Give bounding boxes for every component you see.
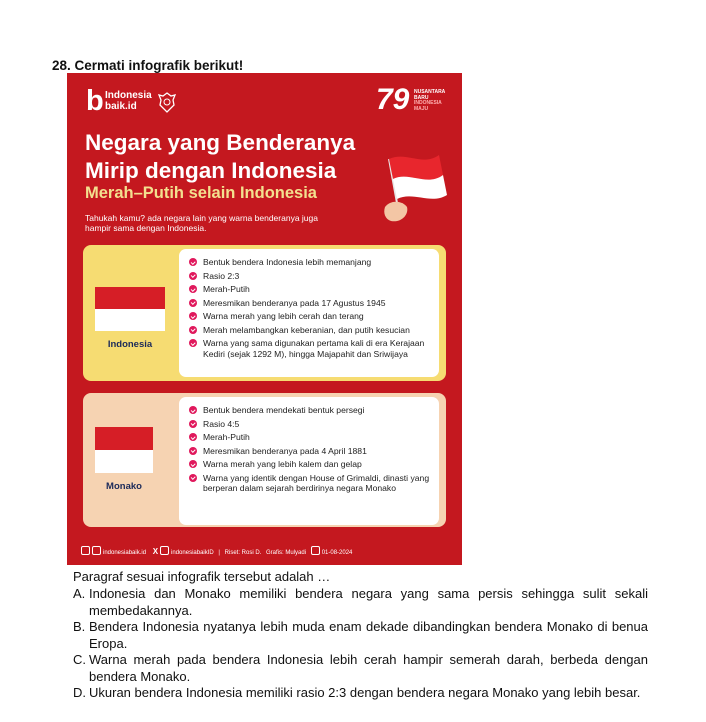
infographic [67, 73, 462, 565]
option-b[interactable] [73, 619, 648, 652]
option-letter: C. [73, 652, 86, 667]
option-text: Bendera Indonesia nyatanya lebih muda enam dekade dibandingkan bendera Monako di benua Eropa. [89, 619, 648, 651]
monako-facts [189, 405, 437, 497]
option-letter: D. [73, 685, 86, 700]
brand-b-icon: b [86, 85, 104, 117]
check-icon [189, 433, 197, 441]
footer-grafis: Grafis: Mulyadi [266, 550, 307, 556]
brand-domain: baik.id [105, 101, 137, 112]
fact-item: Meresmikan benderanya pada 4 April 1881 [189, 446, 437, 457]
footer-riset: Riset: Rosi D. [224, 550, 262, 556]
check-icon [189, 272, 197, 280]
indonesia-flag [95, 287, 165, 331]
check-icon [189, 406, 197, 414]
facebook-icon [92, 546, 101, 555]
fact-item: Warna yang identik dengan House of Grimaldi, dinasti yang berperan dalam sejarah berdirinya negara Monako [189, 473, 437, 494]
anniversary-logo [376, 83, 451, 117]
check-icon [189, 460, 197, 468]
card-monako [83, 393, 446, 527]
infographic-intro: Tahukah kamu? ada negara lain yang warna benderanya juga hampir sama dengan Indonesia. [85, 213, 318, 233]
monako-facts-box [179, 397, 439, 525]
check-icon [189, 299, 197, 307]
footer-handle-1: indonesiabaik.id [103, 550, 147, 556]
x-twitter-icon: X [152, 547, 159, 556]
fact-item: Warna merah yang lebih cerah dan terang [189, 311, 437, 322]
check-icon [189, 420, 197, 428]
option-text: Warna merah pada bendera Indonesia lebih cerah hampir semerah darah, berbeda dengan bendera Monako. [89, 652, 648, 684]
fact-item: Merah melambangkan keberanian, dan putih kesucian [189, 325, 437, 336]
check-icon [189, 258, 197, 266]
fact-item: Bentuk bendera Indonesia lebih memanjang [189, 257, 437, 268]
fact-item: Rasio 4:5 [189, 419, 437, 430]
brand-logo [86, 85, 196, 117]
fact-item: Warna merah yang lebih kalem dan gelap [189, 459, 437, 470]
option-a[interactable] [73, 586, 648, 619]
option-text: Indonesia dan Monako memiliki bendera negara yang sama persis sehingga sulit sekali membedakannya. [89, 586, 648, 618]
option-text: Ukuran bendera Indonesia memiliki rasio 2:3 dengan bendera negara Monako yang lebih besar. [89, 685, 641, 700]
fact-item: Warna yang sama digunakan pertama kali di era Kerajaan Kediri (sejak 1292 M), hingga Majapahit dan Sriwijaya [189, 338, 437, 359]
indonesia-facts-box [179, 249, 439, 377]
infographic-footer: indonesiabaik.id X indonesiabaikID | Riset: Rosi D. Grafis: Mulyadi 01-08-2024 [81, 546, 355, 558]
check-icon [189, 339, 197, 347]
option-c[interactable] [73, 652, 648, 685]
hand-waving-flag-icon [367, 129, 462, 229]
fact-item: Rasio 2:3 [189, 271, 437, 282]
fact-item: Bentuk bendera mendekati bentuk persegi [189, 405, 437, 416]
infographic-title-line2: Mirip dengan Indonesia [85, 158, 337, 183]
anniversary-line-1: NUSANTARA [414, 89, 446, 95]
check-icon [189, 474, 197, 482]
check-icon [189, 285, 197, 293]
footer-date: 01-08-2024 [321, 550, 353, 556]
question-prompt: Paragraf sesuai infografik tersebut adalah … [73, 569, 331, 584]
question-title: 28. Cermati infografik berikut! [52, 58, 244, 73]
fact-item: Merah-Putih [189, 432, 437, 443]
fact-item: Merah-Putih [189, 284, 437, 295]
calendar-icon [311, 546, 320, 555]
check-icon [189, 326, 197, 334]
anniversary-line-4: MAJU [414, 105, 429, 112]
monako-label: Monako [106, 481, 142, 492]
option-letter: B. [73, 619, 86, 634]
footer-handle-2: indonesiabaikID [171, 550, 214, 556]
option-d[interactable] [73, 685, 648, 702]
indonesia-facts [189, 257, 437, 362]
brand-name: Indonesia [105, 90, 152, 101]
anniversary-number: 79 [376, 83, 410, 116]
monako-flag [95, 427, 153, 473]
anniversary-line-2: BARU [414, 94, 429, 101]
youtube-icon [160, 546, 169, 555]
check-icon [189, 447, 197, 455]
garuda-emblem-icon [157, 91, 177, 115]
indonesia-label: Indonesia [107, 339, 153, 350]
infographic-subtitle: Merah–Putih selain Indonesia [85, 184, 317, 202]
check-icon [189, 312, 197, 320]
infographic-title-line1: Negara yang Benderanya [85, 130, 356, 155]
instagram-icon [81, 546, 90, 555]
option-letter: A. [73, 586, 86, 601]
fact-item: Meresmikan benderanya pada 17 Agustus 1945 [189, 298, 437, 309]
card-indonesia [83, 245, 446, 381]
anniversary-line-3: INDONESIA [414, 100, 442, 106]
